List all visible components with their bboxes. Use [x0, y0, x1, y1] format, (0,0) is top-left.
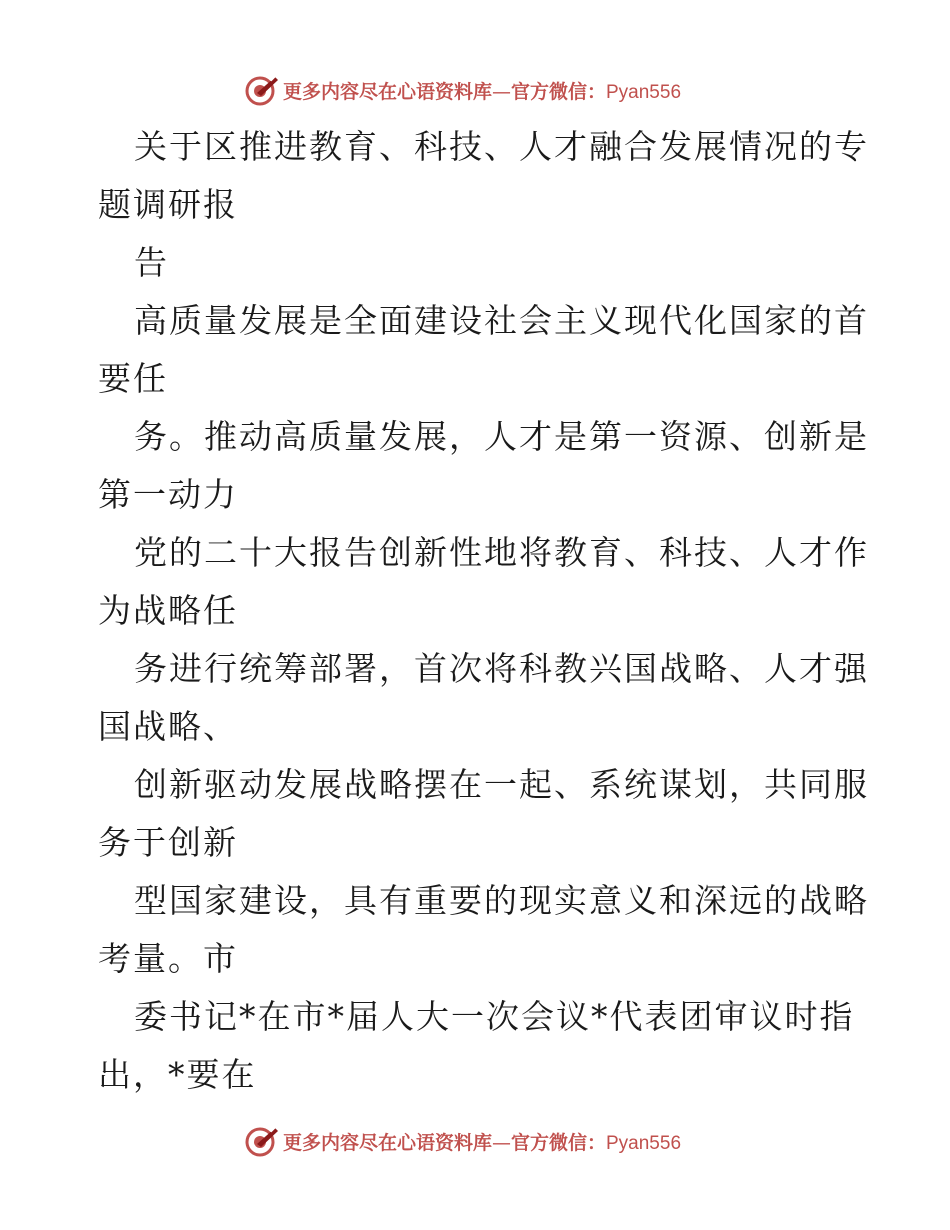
watermark-separator: — — [491, 80, 511, 103]
text-line: 创新驱动发展战略摆在一起、系统谋划，共同服 — [134, 765, 869, 804]
text-line: 党的二十大报告创新性地将教育、科技、人才作 — [134, 533, 869, 572]
text-line: 告 — [134, 243, 169, 282]
watermark-text — [283, 77, 681, 104]
text-line: 出，*要在 — [98, 1055, 257, 1094]
text-line: 关于区推进教育、科技、人才融合发展情况的专 — [134, 127, 869, 166]
watermark-id: Pyan556 — [606, 1132, 682, 1154]
pen-logo-icon — [245, 1124, 279, 1158]
text-line: 国战略、 — [98, 707, 238, 746]
text-line: 高质量发展是全面建设社会主义现代化国家的首 — [134, 301, 869, 340]
text-line: 务于创新 — [98, 823, 238, 862]
text-line: 务。推动高质量发展，人才是第一资源、创新是 — [134, 417, 869, 456]
watermark-label: 官方微信： — [510, 1131, 606, 1154]
text-line: 为战略任 — [98, 591, 238, 630]
document-body — [98, 118, 869, 1104]
watermark-separator: — — [491, 1131, 511, 1154]
text-line: 考量。市 — [98, 939, 238, 978]
text-line: 要任 — [98, 359, 168, 398]
text-line: 委书记*在市*届人大一次会议*代表团审议时指 — [134, 997, 855, 1036]
watermark-main: 更多内容尽在心语资料库 — [282, 1131, 492, 1154]
watermark-id: Pyan556 — [606, 81, 682, 103]
text-line: 型国家建设，具有重要的现实意义和深远的战略 — [134, 881, 869, 920]
text-line: 题调研报 — [98, 185, 238, 224]
watermark-text — [283, 1128, 681, 1155]
watermark-footer — [0, 1121, 950, 1161]
watermark-header — [0, 70, 950, 110]
pen-logo-icon — [245, 73, 279, 107]
watermark-main: 更多内容尽在心语资料库 — [282, 80, 492, 103]
watermark-label: 官方微信： — [510, 80, 606, 103]
text-line: 务进行统筹部署，首次将科教兴国战略、人才强 — [134, 649, 869, 688]
text-line: 第一动力 — [98, 475, 238, 514]
